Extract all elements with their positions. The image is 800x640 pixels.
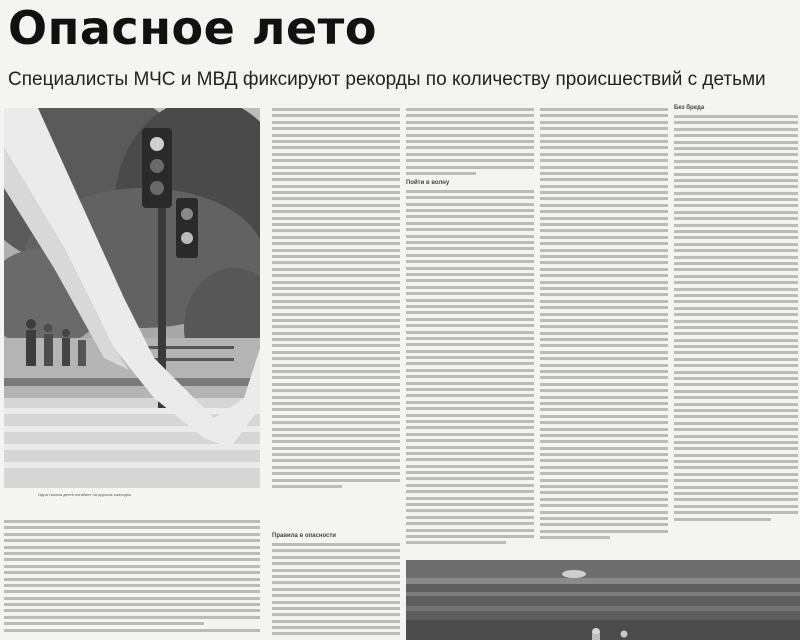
subheadline: Специалисты МЧС и МВД фиксируют рекорды по количеству происшествий с детьми [8, 69, 766, 90]
section-heading-col5: Без бреда [674, 105, 705, 111]
street-photo [4, 108, 260, 488]
column-2-text [272, 108, 400, 528]
column-3-text [406, 108, 534, 554]
column-1-text [4, 520, 260, 640]
water-photo [406, 560, 800, 640]
section-heading-col2: Правила в опасности [272, 533, 336, 539]
section-heading-col3: Пойти в волну [406, 179, 450, 186]
column-5-text [674, 100, 798, 554]
photo-caption: Одна тысяча детей погибает на дорогах ежегодно [38, 492, 132, 497]
headline: Опасное лето [8, 1, 377, 55]
column-4-text [540, 108, 668, 554]
column-2-section [272, 528, 400, 640]
